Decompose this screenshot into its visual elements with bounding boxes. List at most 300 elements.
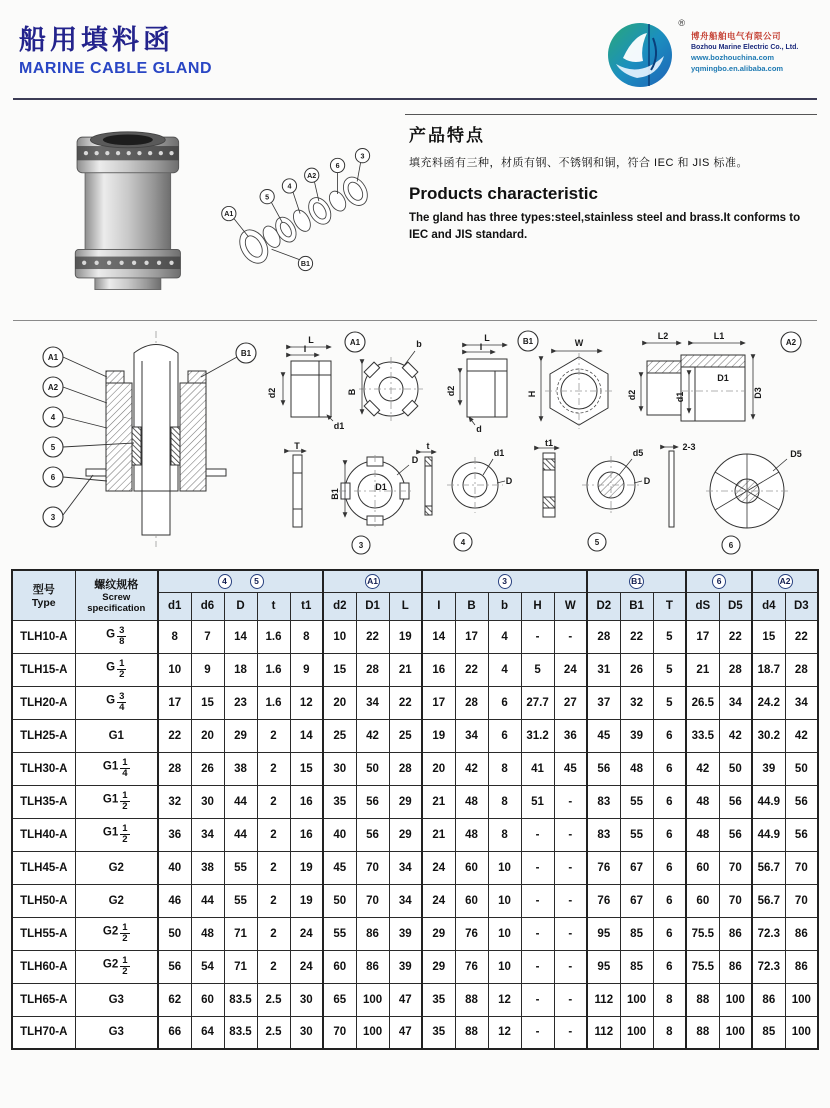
cell-type: TLH15-A <box>12 653 75 686</box>
cell-D1: 86 <box>356 950 389 983</box>
cell-H: - <box>521 950 554 983</box>
cell-dS: 75.5 <box>686 917 719 950</box>
group-circle-B1: B1 <box>629 574 644 589</box>
cell-type: TLH55-A <box>12 917 75 950</box>
cell-t1: 14 <box>290 719 323 752</box>
cell-D1: 56 <box>356 818 389 851</box>
cell-D2: 28 <box>587 620 620 653</box>
cell-t1: 12 <box>290 686 323 719</box>
cell-d4: 56.7 <box>752 884 785 917</box>
features-body-zh: 填充料函有三种，材质有钢、不锈钢和铜，符合 IEC 和 JIS 标准。 <box>409 157 748 169</box>
table-row-TLH50-A <box>12 884 818 917</box>
cell-I: 35 <box>422 983 455 1016</box>
cell-T: 6 <box>653 884 686 917</box>
cell-D: 29 <box>224 719 257 752</box>
cell-D: 44 <box>224 818 257 851</box>
table-row-TLH60-A <box>12 950 818 983</box>
cell-b: 10 <box>488 917 521 950</box>
cell-t: 1.6 <box>257 686 290 719</box>
cell-d6: 48 <box>191 917 224 950</box>
features-body-en: The gland has three types:steel,stainless steel and brass.It conforms to IEC and JIS standard. <box>409 212 801 242</box>
cell-dS: 88 <box>686 1016 719 1049</box>
cell-d2: 20 <box>323 686 356 719</box>
cell-D: 83.5 <box>224 983 257 1016</box>
cell-W: - <box>554 620 587 653</box>
drawings-canvas <box>11 325 817 561</box>
a1-dim-d2: d2 <box>267 387 277 399</box>
cell-B1: 22 <box>620 620 653 653</box>
col-header-d2: d2 <box>323 592 356 620</box>
p5-dim-D: D <box>643 476 651 486</box>
cell-I: 24 <box>422 884 455 917</box>
cell-D3: 42 <box>785 719 818 752</box>
assembly-callout-b1: B1 <box>240 349 252 358</box>
cell-D2: 31 <box>587 653 620 686</box>
cell-D5: 70 <box>719 884 752 917</box>
cell-D2: 37 <box>587 686 620 719</box>
cell-D1: 34 <box>356 686 389 719</box>
cell-I: 14 <box>422 620 455 653</box>
cell-d4: 15 <box>752 620 785 653</box>
cell-W: - <box>554 1016 587 1049</box>
cell-B: 48 <box>455 785 488 818</box>
company-text-block <box>691 18 809 73</box>
exploded-callout-6: 6 <box>335 162 340 171</box>
company-name-zh: 博舟船舶电气有限公司 <box>691 31 782 41</box>
cell-d2: 45 <box>323 851 356 884</box>
assembly-callout-a2: A2 <box>47 383 59 392</box>
cell-W: - <box>554 884 587 917</box>
product-photo <box>61 118 195 306</box>
col-header-d4: d4 <box>752 592 785 620</box>
cell-B: 76 <box>455 950 488 983</box>
cell-d2: 15 <box>323 653 356 686</box>
cell-d6: 34 <box>191 818 224 851</box>
cell-L: 47 <box>389 983 422 1016</box>
cell-t1: 16 <box>290 785 323 818</box>
cell-I: 29 <box>422 950 455 983</box>
cell-D: 14 <box>224 620 257 653</box>
group-header-6 <box>686 570 752 592</box>
col-header-d6: d6 <box>191 592 224 620</box>
cell-B: 17 <box>455 620 488 653</box>
cell-screw-spec: G2 <box>75 884 158 917</box>
cell-D3: 22 <box>785 620 818 653</box>
cell-B1: 55 <box>620 818 653 851</box>
a2-dim-d1: d1 <box>675 391 685 403</box>
cell-dS: 75.5 <box>686 950 719 983</box>
cell-W: - <box>554 818 587 851</box>
cell-screw-spec: G $\frac{3}{4}$ <box>75 686 158 719</box>
p4-view-label: 4 <box>460 538 466 547</box>
cell-I: 29 <box>422 917 455 950</box>
cell-T: 5 <box>653 653 686 686</box>
p4-dim-t: t <box>426 441 430 451</box>
cell-H: - <box>521 917 554 950</box>
cell-t: 2 <box>257 917 290 950</box>
cell-H: 31.2 <box>521 719 554 752</box>
b1-view-label: B1 <box>522 337 534 346</box>
exploded-callout-b1: B1 <box>300 260 310 269</box>
cell-dS: 26.5 <box>686 686 719 719</box>
cell-d1: 56 <box>158 950 191 983</box>
cell-d4: 72.3 <box>752 950 785 983</box>
cell-d4: 85 <box>752 1016 785 1049</box>
cell-B: 88 <box>455 983 488 1016</box>
cell-D3: 86 <box>785 950 818 983</box>
a1-dim-L: L <box>308 335 314 345</box>
table-row-TLH15-A <box>12 653 818 686</box>
cell-B1: 55 <box>620 785 653 818</box>
cell-H: 27.7 <box>521 686 554 719</box>
a2-dim-d2: d2 <box>627 389 637 401</box>
group-header-A1 <box>323 570 422 592</box>
cell-type: TLH50-A <box>12 884 75 917</box>
cell-screw-spec: G1 $\frac{1}{2}$ <box>75 818 158 851</box>
cell-screw-spec: G3 <box>75 1016 158 1049</box>
cell-D2: 95 <box>587 917 620 950</box>
cell-W: 45 <box>554 752 587 785</box>
cell-D3: 70 <box>785 851 818 884</box>
cell-type: TLH35-A <box>12 785 75 818</box>
cell-D3: 100 <box>785 1016 818 1049</box>
p3-dim-B1: B1 <box>330 488 340 500</box>
p5-view-label: 5 <box>594 538 600 547</box>
cell-d6: 30 <box>191 785 224 818</box>
cell-d1: 36 <box>158 818 191 851</box>
col-header-B: B <box>455 592 488 620</box>
cell-D3: 56 <box>785 818 818 851</box>
cell-screw-spec: G3 <box>75 983 158 1016</box>
cell-D1: 50 <box>356 752 389 785</box>
cell-dS: 48 <box>686 818 719 851</box>
cell-W: - <box>554 950 587 983</box>
cell-B1: 67 <box>620 851 653 884</box>
part-a2-drawing <box>627 331 801 421</box>
cell-H: 51 <box>521 785 554 818</box>
cell-D5: 56 <box>719 785 752 818</box>
cell-dS: 88 <box>686 983 719 1016</box>
a1-dim-I: I <box>303 344 307 354</box>
cell-d4: 18.7 <box>752 653 785 686</box>
exploded-callout-4: 4 <box>287 182 292 191</box>
page-title-en: MARINE CABLE GLAND <box>19 60 212 77</box>
spec-table-body <box>12 620 818 1049</box>
cell-d4: 24.2 <box>752 686 785 719</box>
col-header-I: I <box>422 592 455 620</box>
cell-D5: 28 <box>719 653 752 686</box>
cell-t: 2 <box>257 785 290 818</box>
cell-D1: 70 <box>356 884 389 917</box>
b1-dim-L: L <box>484 333 490 343</box>
table-row-TLH30-A <box>12 752 818 785</box>
company-logo <box>604 18 809 90</box>
cell-D2: 95 <box>587 950 620 983</box>
cell-d6: 54 <box>191 950 224 983</box>
exploded-callout-5: 5 <box>264 193 269 202</box>
cell-D2: 56 <box>587 752 620 785</box>
cell-H: - <box>521 1016 554 1049</box>
cell-L: 39 <box>389 950 422 983</box>
group-header-3 <box>422 570 587 592</box>
cell-T: 5 <box>653 620 686 653</box>
cell-B1: 85 <box>620 917 653 950</box>
cell-d6: 38 <box>191 851 224 884</box>
cell-type: TLH20-A <box>12 686 75 719</box>
cell-screw-spec: G1 $\frac{1}{4}$ <box>75 752 158 785</box>
group-circle-A1: A1 <box>365 574 380 589</box>
cell-d4: 72.3 <box>752 917 785 950</box>
cell-T: 8 <box>653 1016 686 1049</box>
cell-D: 71 <box>224 950 257 983</box>
cell-W: - <box>554 983 587 1016</box>
cell-D1: 86 <box>356 917 389 950</box>
table-row-TLH25-A <box>12 719 818 752</box>
cell-d1: 50 <box>158 917 191 950</box>
cell-T: 6 <box>653 719 686 752</box>
cell-d6: 20 <box>191 719 224 752</box>
cell-d2: 30 <box>323 752 356 785</box>
cell-L: 28 <box>389 752 422 785</box>
cell-dS: 48 <box>686 785 719 818</box>
cell-d4: 44.9 <box>752 785 785 818</box>
cell-D1: 28 <box>356 653 389 686</box>
cell-t: 2 <box>257 818 290 851</box>
cell-I: 19 <box>422 719 455 752</box>
col-header-D5: D5 <box>719 592 752 620</box>
assembly-callout-5: 5 <box>50 443 56 452</box>
cell-d6: 15 <box>191 686 224 719</box>
exploded-callout-a1: A1 <box>223 210 234 219</box>
cell-type: TLH25-A <box>12 719 75 752</box>
cell-b: 6 <box>488 719 521 752</box>
cell-L: 25 <box>389 719 422 752</box>
cell-b: 8 <box>488 752 521 785</box>
col-header-T: T <box>653 592 686 620</box>
part-4-drawing <box>421 441 513 551</box>
cell-D: 55 <box>224 884 257 917</box>
features-heading-en: Products characteristic <box>409 184 598 203</box>
group-circle-3: 3 <box>498 574 512 589</box>
cell-screw-spec: G $\frac{1}{2}$ <box>75 653 158 686</box>
cell-t1: 19 <box>290 851 323 884</box>
b1-dim-I: I <box>479 342 483 352</box>
cell-type: TLH30-A <box>12 752 75 785</box>
cell-b: 8 <box>488 818 521 851</box>
cell-d6: 26 <box>191 752 224 785</box>
group-circle-4: 4 <box>218 574 232 589</box>
cell-type: TLH65-A <box>12 983 75 1016</box>
cell-B1: 32 <box>620 686 653 719</box>
a1-dim-b: b <box>416 339 422 349</box>
assembly-callout-6: 6 <box>50 473 56 482</box>
cell-d2: 65 <box>323 983 356 1016</box>
cell-T: 6 <box>653 950 686 983</box>
company-url-2: yqmingbo.en.alibaba.com <box>691 64 784 73</box>
cell-L: 47 <box>389 1016 422 1049</box>
cell-D5: 100 <box>719 1016 752 1049</box>
p4-dim-d1: d1 <box>493 448 505 458</box>
a2-dim-L1: L1 <box>713 331 725 341</box>
cell-L: 34 <box>389 884 422 917</box>
cell-T: 6 <box>653 785 686 818</box>
table-row-TLH10-A <box>12 620 818 653</box>
p3-view-label: 3 <box>358 541 364 550</box>
cell-b: 6 <box>488 686 521 719</box>
technical-drawings <box>11 323 819 563</box>
page-header <box>11 0 819 96</box>
cell-B1: 48 <box>620 752 653 785</box>
cell-W: - <box>554 851 587 884</box>
cell-T: 5 <box>653 686 686 719</box>
b1-dim-W: W <box>574 338 584 348</box>
col-header-H: H <box>521 592 554 620</box>
table-row-TLH20-A <box>12 686 818 719</box>
cell-D2: 83 <box>587 785 620 818</box>
cell-D: 38 <box>224 752 257 785</box>
cell-d4: 56.7 <box>752 851 785 884</box>
cell-D5: 86 <box>719 917 752 950</box>
a2-view-label: A2 <box>785 338 797 347</box>
p5-dim-d5: d5 <box>632 448 644 458</box>
cell-screw-spec: G $\frac{3}{8}$ <box>75 620 158 653</box>
cell-d1: 40 <box>158 851 191 884</box>
table-row-TLH40-A <box>12 818 818 851</box>
cell-D5: 100 <box>719 983 752 1016</box>
p3-dim-T: T <box>294 441 300 451</box>
part-6-drawing <box>665 442 802 554</box>
cell-H: - <box>521 818 554 851</box>
cell-D1: 56 <box>356 785 389 818</box>
cell-D3: 28 <box>785 653 818 686</box>
cell-type: TLH10-A <box>12 620 75 653</box>
table-row-TLH55-A <box>12 917 818 950</box>
col-header-d1: d1 <box>158 592 191 620</box>
cell-d2: 50 <box>323 884 356 917</box>
cell-L: 21 <box>389 653 422 686</box>
cell-W: - <box>554 917 587 950</box>
cell-screw-spec: G2 $\frac{1}{2}$ <box>75 950 158 983</box>
cell-d1: 17 <box>158 686 191 719</box>
cell-dS: 60 <box>686 851 719 884</box>
cell-b: 4 <box>488 653 521 686</box>
cell-D: 83.5 <box>224 1016 257 1049</box>
cell-d2: 55 <box>323 917 356 950</box>
cell-b: 12 <box>488 1016 521 1049</box>
cell-t1: 16 <box>290 818 323 851</box>
cell-type: TLH40-A <box>12 818 75 851</box>
cell-D2: 83 <box>587 818 620 851</box>
cell-W: - <box>554 785 587 818</box>
company-url-1: www.bozhouchina.com <box>691 53 775 62</box>
cell-d1: 66 <box>158 1016 191 1049</box>
table-row-TLH65-A <box>12 983 818 1016</box>
cell-D3: 56 <box>785 785 818 818</box>
cell-B: 28 <box>455 686 488 719</box>
cell-I: 17 <box>422 686 455 719</box>
cell-L: 19 <box>389 620 422 653</box>
cell-d6: 44 <box>191 884 224 917</box>
cell-L: 39 <box>389 917 422 950</box>
cell-d6: 7 <box>191 620 224 653</box>
spec-table-head <box>12 570 818 620</box>
cell-d6: 64 <box>191 1016 224 1049</box>
cell-T: 6 <box>653 818 686 851</box>
cell-t: 2 <box>257 719 290 752</box>
cell-L: 29 <box>389 818 422 851</box>
cell-D5: 42 <box>719 719 752 752</box>
col-header-D: D <box>224 592 257 620</box>
cell-t1: 19 <box>290 884 323 917</box>
cell-d1: 46 <box>158 884 191 917</box>
cell-dS: 33.5 <box>686 719 719 752</box>
cell-D1: 42 <box>356 719 389 752</box>
table-row-TLH70-A <box>12 1016 818 1049</box>
group-header-B1 <box>587 570 686 592</box>
cell-B: 22 <box>455 653 488 686</box>
cell-t: 2.5 <box>257 983 290 1016</box>
cell-D: 71 <box>224 917 257 950</box>
cell-T: 6 <box>653 851 686 884</box>
col-header-B1: B1 <box>620 592 653 620</box>
assembly-callout-a1: A1 <box>47 353 59 362</box>
col-header-D3: D3 <box>785 592 818 620</box>
cell-type: TLH45-A <box>12 851 75 884</box>
col-header-W: W <box>554 592 587 620</box>
cell-t1: 24 <box>290 950 323 983</box>
cell-dS: 21 <box>686 653 719 686</box>
cell-D2: 76 <box>587 851 620 884</box>
part-a1-drawing <box>267 332 423 431</box>
spec-table <box>11 569 819 1050</box>
cell-d4: 86 <box>752 983 785 1016</box>
sailboat-logo-icon <box>604 18 676 90</box>
cell-D5: 50 <box>719 752 752 785</box>
cell-type: TLH70-A <box>12 1016 75 1049</box>
cell-b: 10 <box>488 884 521 917</box>
cell-I: 24 <box>422 851 455 884</box>
col-header-t: t <box>257 592 290 620</box>
cell-D2: 112 <box>587 1016 620 1049</box>
cell-D: 23 <box>224 686 257 719</box>
cell-B: 60 <box>455 884 488 917</box>
col-header-screw-specification: 螺纹规格 Screw specification <box>75 570 158 620</box>
cell-t1: 15 <box>290 752 323 785</box>
col-header-D2: D2 <box>587 592 620 620</box>
exploded-callout-3: 3 <box>360 152 365 161</box>
cell-b: 10 <box>488 851 521 884</box>
part-b1-drawing <box>446 331 613 434</box>
a2-dim-L2: L2 <box>657 331 669 341</box>
cell-D2: 45 <box>587 719 620 752</box>
cell-I: 35 <box>422 1016 455 1049</box>
b1-dim-d2: d2 <box>446 385 456 397</box>
cell-D2: 112 <box>587 983 620 1016</box>
product-images <box>13 112 405 314</box>
cell-D1: 100 <box>356 983 389 1016</box>
cell-d4: 44.9 <box>752 818 785 851</box>
cell-d2: 60 <box>323 950 356 983</box>
cell-d2: 25 <box>323 719 356 752</box>
cell-d1: 32 <box>158 785 191 818</box>
cell-D1: 70 <box>356 851 389 884</box>
cell-B1: 39 <box>620 719 653 752</box>
p6-dim-2-3: 2-3 <box>682 442 696 452</box>
cell-dS: 17 <box>686 620 719 653</box>
col-header-t1: t1 <box>290 592 323 620</box>
p6-dim-D5: D5 <box>790 449 802 459</box>
col-header-dS: dS <box>686 592 719 620</box>
